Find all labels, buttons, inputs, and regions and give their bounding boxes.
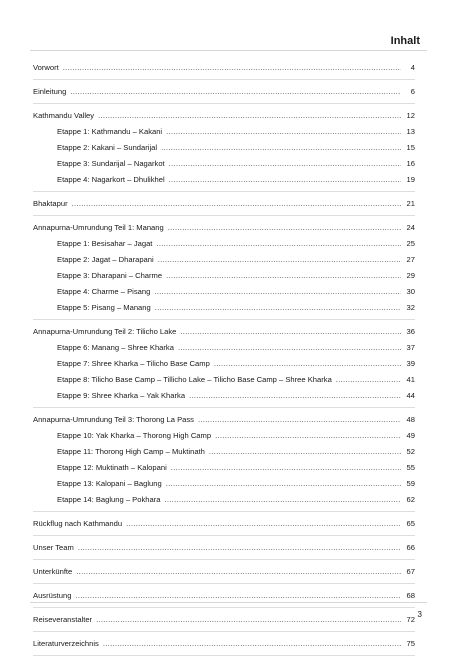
toc-page-number: 39 bbox=[406, 359, 415, 368]
toc-page-number: 65 bbox=[406, 519, 415, 528]
section-divider bbox=[33, 655, 415, 656]
dot-leader bbox=[169, 159, 401, 168]
toc-entry-title: Unterkünfte bbox=[33, 567, 73, 576]
toc-page-number: 21 bbox=[406, 199, 415, 208]
toc-entry-title: Annapurna-Umrundung Teil 1: Manang bbox=[33, 223, 164, 232]
section-divider bbox=[33, 407, 415, 408]
toc-page-number: 67 bbox=[406, 567, 415, 576]
toc-entry-title: Einleitung bbox=[33, 87, 67, 96]
dot-leader bbox=[180, 327, 401, 336]
dot-leader bbox=[166, 271, 401, 280]
section-divider bbox=[33, 319, 415, 320]
toc-page-number: 75 bbox=[406, 639, 415, 648]
header-rule bbox=[30, 50, 427, 51]
dot-leader bbox=[214, 359, 401, 368]
toc-entry[interactable] bbox=[33, 639, 415, 648]
section-divider bbox=[33, 511, 415, 512]
toc-subentry[interactable] bbox=[33, 375, 415, 384]
dot-leader bbox=[96, 615, 401, 624]
toc-entry-title: Etappe 13: Kalopani – Baglung bbox=[57, 479, 162, 488]
toc-entry-title: Reiseveranstalter bbox=[33, 615, 93, 624]
dot-leader bbox=[336, 375, 401, 384]
footer-rule bbox=[30, 602, 427, 603]
toc-entry-title: Etappe 2: Jagat – Dharapani bbox=[57, 255, 154, 264]
toc-entry-title: Etappe 4: Nagarkort – Dhulikhel bbox=[57, 175, 165, 184]
section-divider bbox=[33, 79, 415, 80]
section-divider bbox=[33, 607, 415, 608]
toc-entry-title: Etappe 1: Kathmandu – Kakani bbox=[57, 127, 163, 136]
toc-entry-title: Etappe 3: Sundarijal – Nagarkot bbox=[57, 159, 165, 168]
toc-subentry[interactable] bbox=[33, 359, 415, 368]
toc-entry-title: Annapurna-Umrundung Teil 2: Tilicho Lake bbox=[33, 327, 177, 336]
dot-leader bbox=[166, 479, 401, 488]
toc-entry[interactable] bbox=[33, 199, 415, 208]
section-divider bbox=[33, 583, 415, 584]
section-divider bbox=[33, 191, 415, 192]
dot-leader bbox=[168, 223, 401, 232]
toc-entry-title: Literaturverzeichnis bbox=[33, 639, 99, 648]
toc-subentry[interactable] bbox=[33, 143, 415, 152]
dot-leader bbox=[164, 495, 401, 504]
toc-page-number: 6 bbox=[410, 87, 415, 96]
toc-page-number: 25 bbox=[406, 239, 415, 248]
toc-entry-title: Etappe 2: Kakani – Sundarijal bbox=[57, 143, 158, 152]
section-divider bbox=[33, 631, 415, 632]
toc-entry[interactable] bbox=[33, 519, 415, 528]
toc-page-number: 15 bbox=[406, 143, 415, 152]
toc-page-number: 41 bbox=[406, 375, 415, 384]
toc-page-number: 13 bbox=[406, 127, 415, 136]
section-divider bbox=[33, 103, 415, 104]
section-divider bbox=[33, 215, 415, 216]
toc-entry-title: Etappe 11: Thorong High Camp – Muktinath bbox=[57, 447, 205, 456]
toc-entry[interactable] bbox=[33, 87, 415, 96]
toc-entry-title: Unser Team bbox=[33, 543, 74, 552]
dot-leader bbox=[178, 343, 401, 352]
toc-subentry[interactable] bbox=[33, 175, 415, 184]
toc-entry-title: Etappe 7: Shree Kharka – Tilicho Base Camp bbox=[57, 359, 210, 368]
dot-leader bbox=[78, 543, 401, 552]
toc-subentry[interactable] bbox=[33, 127, 415, 136]
toc-page-number: 49 bbox=[406, 431, 415, 440]
toc-subentry[interactable] bbox=[33, 303, 415, 312]
toc-entry[interactable] bbox=[33, 543, 415, 552]
toc-page-number: 72 bbox=[406, 615, 415, 624]
dot-leader bbox=[70, 87, 401, 96]
toc-entry-title: Vorwort bbox=[33, 63, 59, 72]
toc-entry-title: Etappe 3: Dharapani – Charme bbox=[57, 271, 163, 280]
toc-subentry[interactable] bbox=[33, 431, 415, 440]
toc-entry-title: Etappe 8: Tilicho Base Camp – Tillicho Lake – Tilicho Base Camp – Shree Kharka bbox=[57, 375, 332, 384]
dot-leader bbox=[154, 287, 401, 296]
toc-entry[interactable] bbox=[33, 615, 415, 624]
toc-page-number: 55 bbox=[406, 463, 415, 472]
toc-subentry[interactable] bbox=[33, 391, 415, 400]
section-divider bbox=[33, 535, 415, 536]
dot-leader bbox=[171, 463, 401, 472]
toc-page-number: 66 bbox=[406, 543, 415, 552]
toc-entry-title: Etappe 10: Yak Kharka – Thorong High Camp bbox=[57, 431, 212, 440]
dot-leader bbox=[98, 111, 401, 120]
toc-subentry[interactable] bbox=[33, 495, 415, 504]
toc-page-number: 4 bbox=[410, 63, 415, 72]
dot-leader bbox=[75, 591, 401, 600]
toc-entry-title: Rückflug nach Kathmandu bbox=[33, 519, 123, 528]
dot-leader bbox=[63, 63, 401, 72]
dot-leader bbox=[166, 127, 401, 136]
dot-leader bbox=[198, 415, 401, 424]
toc-entry-title: Kathmandu Valley bbox=[33, 111, 95, 120]
toc-entry[interactable] bbox=[33, 591, 415, 600]
toc-entry[interactable] bbox=[33, 327, 415, 336]
dot-leader bbox=[189, 391, 401, 400]
toc-entry[interactable] bbox=[33, 415, 415, 424]
toc-page-number: 32 bbox=[406, 303, 415, 312]
toc-subentry[interactable] bbox=[33, 343, 415, 352]
toc-page-number: 19 bbox=[406, 175, 415, 184]
dot-leader bbox=[209, 447, 401, 456]
toc-page-number: 44 bbox=[406, 391, 415, 400]
toc-page-number: 62 bbox=[406, 495, 415, 504]
toc-entry-title: Etappe 9: Shree Kharka – Yak Kharka bbox=[57, 391, 186, 400]
toc-subentry[interactable] bbox=[33, 447, 415, 456]
toc-page-number: 29 bbox=[406, 271, 415, 280]
page-title: Inhalt bbox=[390, 35, 420, 47]
toc-page-number: 37 bbox=[406, 343, 415, 352]
dot-leader bbox=[158, 255, 401, 264]
toc-subentry[interactable] bbox=[33, 159, 415, 168]
page-number: 3 bbox=[417, 610, 422, 619]
toc-page-number: 52 bbox=[406, 447, 415, 456]
toc-subentry[interactable] bbox=[33, 479, 415, 488]
toc-subentry[interactable] bbox=[33, 287, 415, 296]
toc-page-number: 48 bbox=[406, 415, 415, 424]
toc-page-number: 59 bbox=[406, 479, 415, 488]
dot-leader bbox=[76, 567, 401, 576]
toc-page-number: 24 bbox=[406, 223, 415, 232]
toc-entry-title: Etappe 4: Charme – Pisang bbox=[57, 287, 151, 296]
toc-entry[interactable] bbox=[33, 63, 415, 72]
dot-leader bbox=[161, 143, 401, 152]
toc-entry-title: Etappe 12: Muktinath – Kalopani bbox=[57, 463, 167, 472]
toc-subentry[interactable] bbox=[33, 255, 415, 264]
toc-entry[interactable] bbox=[33, 111, 415, 120]
dot-leader bbox=[72, 199, 401, 208]
dot-leader bbox=[126, 519, 401, 528]
toc-page-number: 36 bbox=[406, 327, 415, 336]
table-of-contents bbox=[33, 63, 415, 663]
toc-page-number: 27 bbox=[406, 255, 415, 264]
dot-leader bbox=[155, 303, 401, 312]
toc-subentry[interactable] bbox=[33, 463, 415, 472]
toc-entry-title: Etappe 14: Baglung – Pokhara bbox=[57, 495, 161, 504]
toc-entry-title: Ausrüstung bbox=[33, 591, 72, 600]
toc-page-number: 30 bbox=[406, 287, 415, 296]
dot-leader bbox=[156, 239, 401, 248]
toc-subentry[interactable] bbox=[33, 239, 415, 248]
dot-leader bbox=[169, 175, 401, 184]
toc-entry-title: Bhaktapur bbox=[33, 199, 68, 208]
section-divider bbox=[33, 559, 415, 560]
dot-leader bbox=[103, 639, 401, 648]
toc-page-number: 12 bbox=[406, 111, 415, 120]
dot-leader bbox=[215, 431, 401, 440]
toc-page-number: 16 bbox=[406, 159, 415, 168]
toc-entry[interactable] bbox=[33, 567, 415, 576]
toc-entry-title: Etappe 5: Pisang – Manang bbox=[57, 303, 151, 312]
toc-entry-title: Etappe 6: Manang – Shree Kharka bbox=[57, 343, 174, 352]
toc-subentry[interactable] bbox=[33, 271, 415, 280]
toc-entry[interactable] bbox=[33, 223, 415, 232]
toc-entry-title: Annapurna-Umrundung Teil 3: Thorong La Pass bbox=[33, 415, 194, 424]
toc-page-number: 68 bbox=[406, 591, 415, 600]
toc-entry-title: Etappe 1: Besisahar – Jagat bbox=[57, 239, 153, 248]
